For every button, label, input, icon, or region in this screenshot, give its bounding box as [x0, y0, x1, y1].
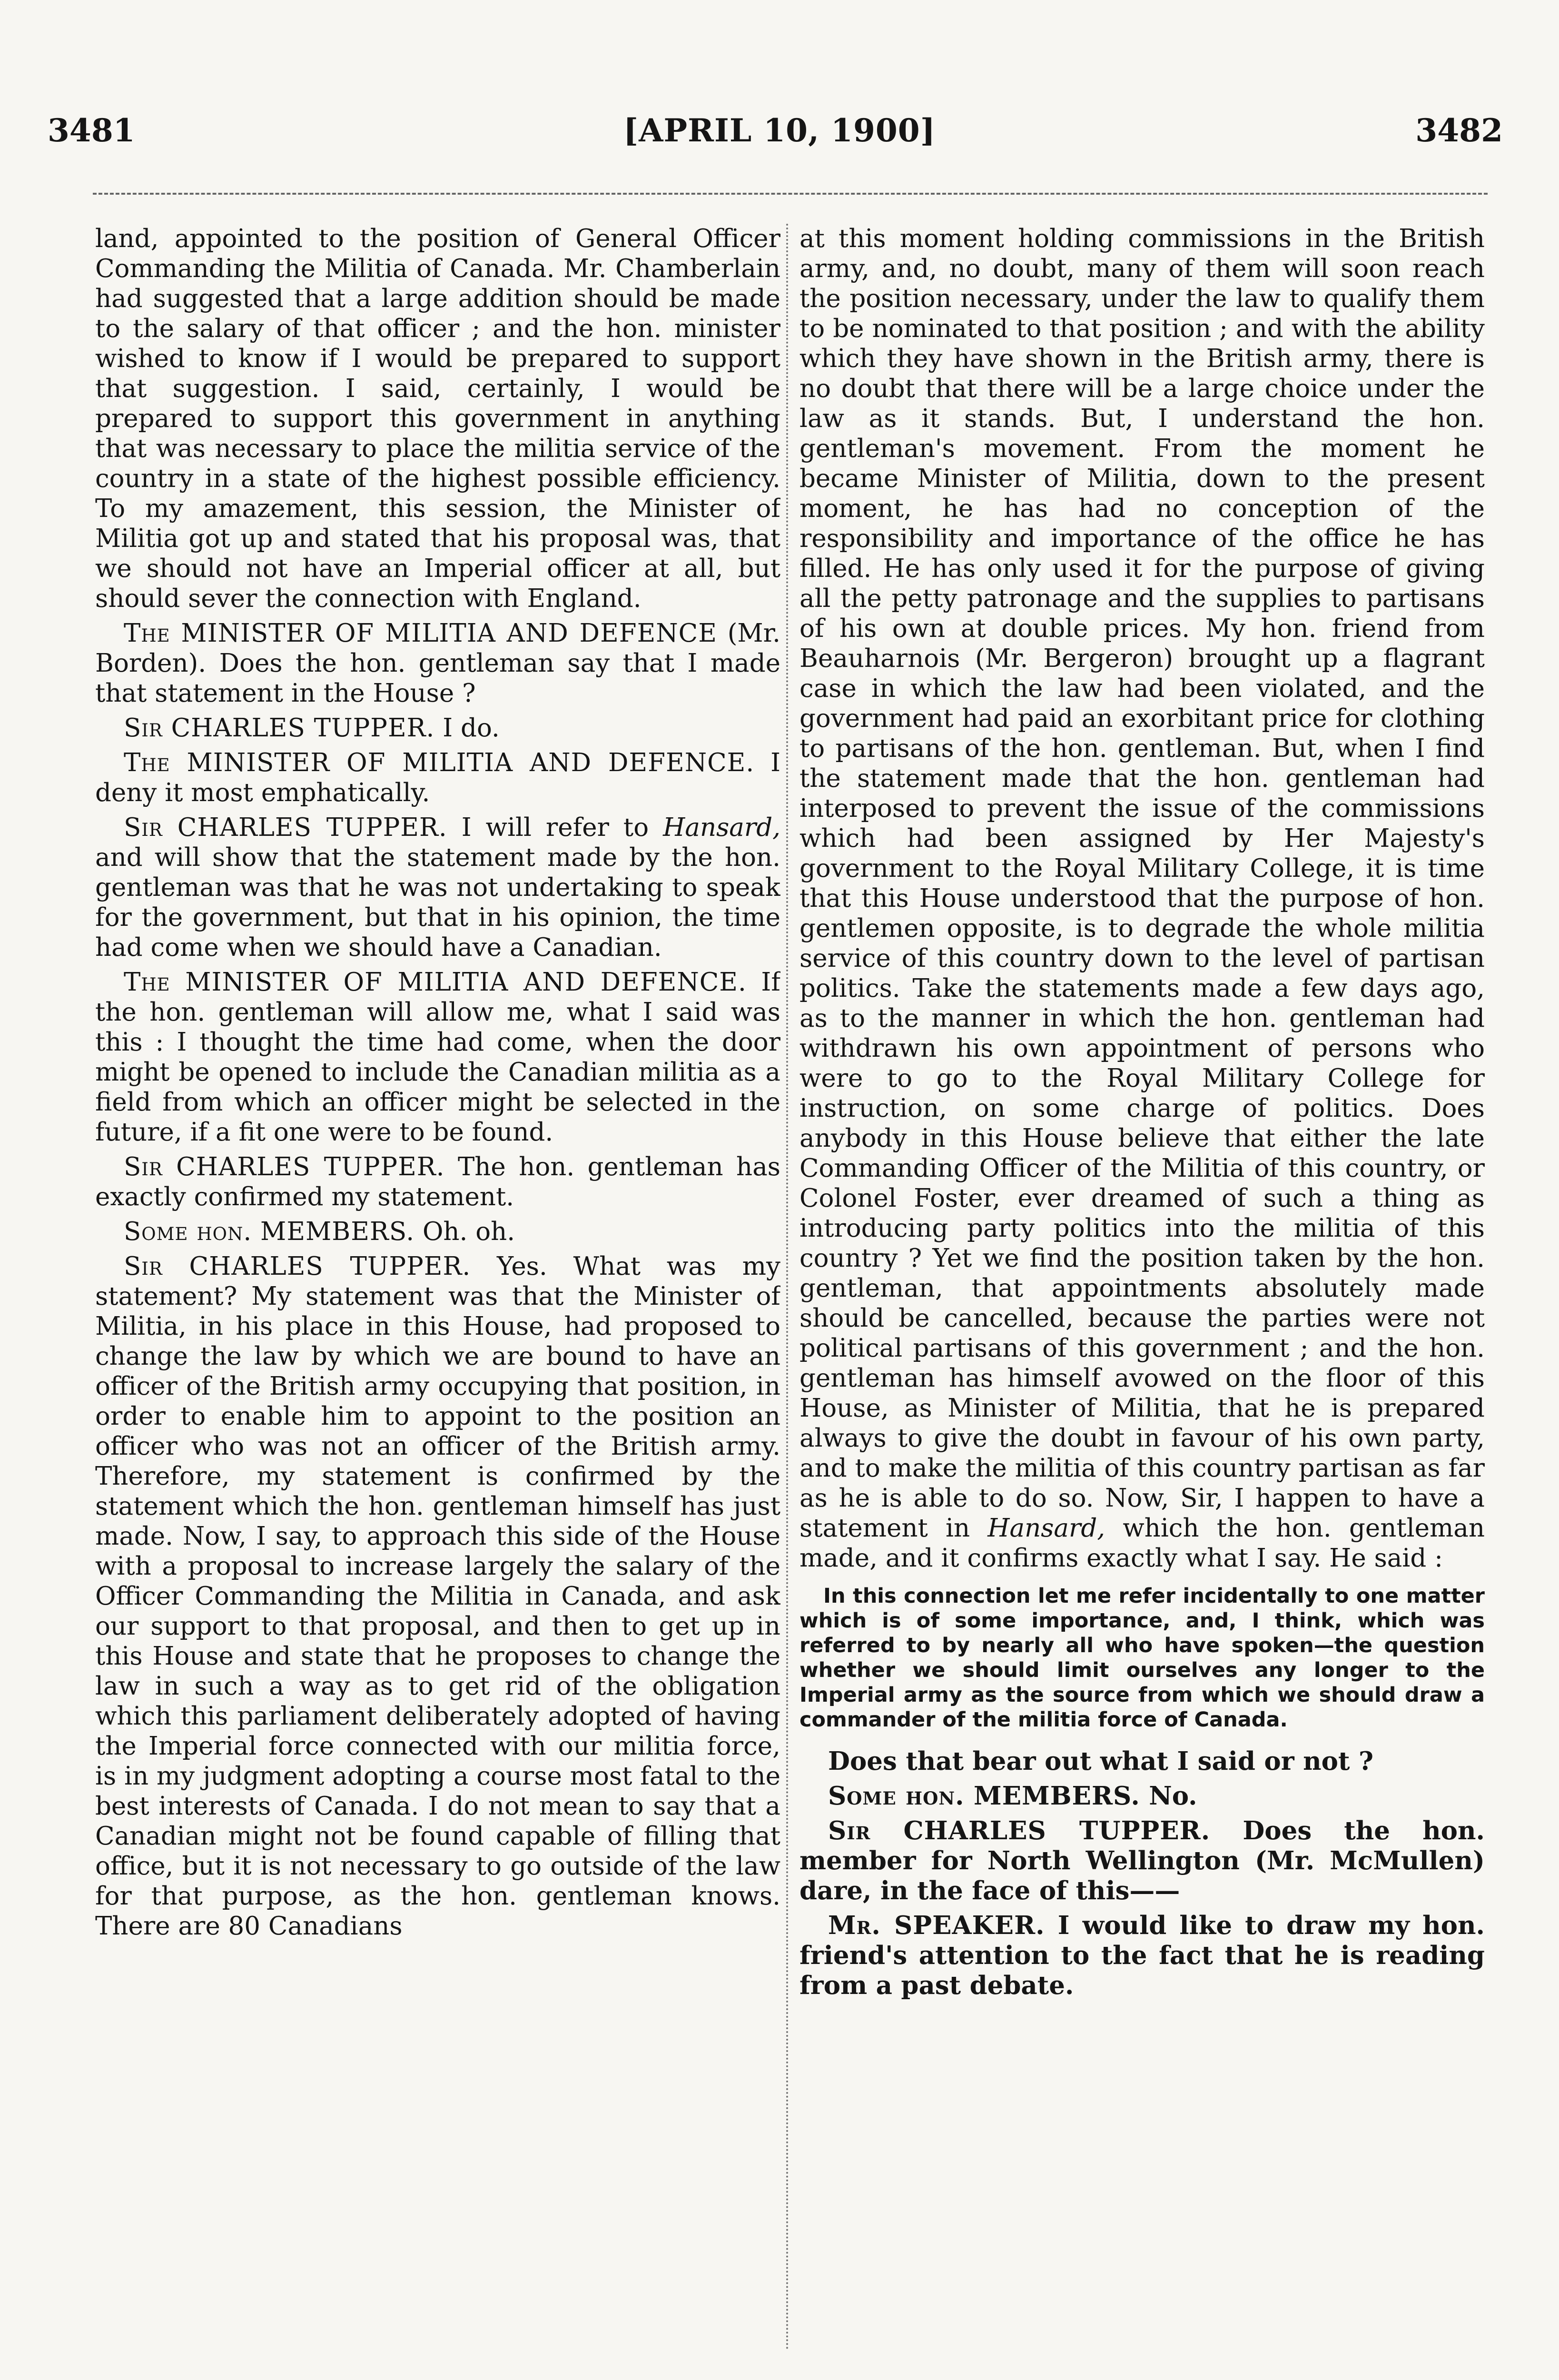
speaker-name: Some hon. MEMBERS. — [124, 1217, 415, 1246]
paragraph — [95, 748, 780, 808]
paragraph — [95, 813, 780, 962]
paragraph-text: land, appointed to the position of General Officer Commanding the Militia of Canada. Mr. Chamberlain had suggested that a large addition should be made to the salary of that officer ; and the hon. minister wished to know if I would be prepared to support that suggestion. I said, certainly, I would be prepared to support this government in anything that was necessary to place the militia service of the country in a state of the highest possible efficiency. To my amazement, this session, the Minister of Militia got up and stated that his proposal was, that we should not have an Imperial officer at all, but should sever the connection with England. — [95, 224, 780, 613]
paragraph — [95, 713, 780, 743]
speaker-name: Some hon. MEMBERS. — [828, 1781, 1140, 1811]
paragraph-text: at this moment holding commissions in the British army, and, no doubt, many of them will soon reach the position necessary, under the law to qualify them to be nominated to that position ; and with the ability which they have shown in the British army, there is no doubt that there will be a large choice under the law as it stands. But, I understand the hon. gentleman's movement. From the moment he became Minister of Militia, down to the present moment, he has had no conception of the responsibility and importance of the office he has filled. He has only used it for the purpose of giving all the petty patronage and the supplies to partisans of his own at double prices. My hon. friend from Beauharnois (Mr. Bergeron) brought up a flagrant case in which the law had been violated, and the government had paid an exorbitant price for clothing to partisans of the hon. gentleman. But, when I find the statement made that the hon. gentleman had interposed to prevent the issue of the commissions which had been assigned by Her Majesty's government to the Royal Military College, it is time that this House understood that the purpose of hon. gentlemen opposite, is to degrade the whole militia service of this country down to the level of partisan politics. Take the statements made a few days ago, as to the manner in which the hon. gentleman had withdrawn his own appointment of persons who were to go to the Royal Military College for instruction, on some charge of politics. Does anybody in this House believe that either the late Commanding Officer of the Militia of this country, or Colonel Foster, ever dreamed of such a thing as introducing party politics into the militia of this country ? Yet we find the position taken by the hon. gentleman, that appointments absolutely made should be cancelled, because the parties were not political partisans of this government ; and the hon. gentleman has himself avowed on the floor of this House, as Minister of Militia, that he is prepared always to give the doubt in favour of his own party, and to make the militia of this country partisan as far as he is able to do so. Now, Sir, I happen to have a statement in — [799, 224, 1485, 1543]
paragraph — [799, 1781, 1485, 1811]
paragraph-text: and will show that the statement made by the hon. gentleman was that he was not undertaking to speak for the government, but that in his opinion, the time had come when we should have a Canadian. — [95, 843, 780, 962]
left-page-number: 3481 — [48, 112, 135, 149]
paragraph-text: Yes. What was my statement? My statement was that the Minister of Militia, in his place in this House, had proposed to change the law by which we are bound to have an officer of the British army occupying that position, in order to enable him to appoint to the position an officer who was not an officer of the British army. Therefore, my statement is confirmed by the statement which the hon. gentleman himself has just made. Now, I say, to approach this side of the House with a proposal to increase largely the salary of the Officer Commanding the Militia in Canada, and ask our support to that proposal, and then to get up in this House and state that he proposes to change the law in such a way as to get rid of the obligation which this parliament deliberately adopted of having the Imperial force connected with our militia force, is in my judgment adopting a course most fatal to the best interests of Canada. I do not mean to say that a Canadian might not be found capable of filling that office, but it is not necessary to go outside of the law for that purpose, as the hon. gentleman knows. There are 80 Canadians — [95, 1252, 780, 1941]
speaker-name: Sir CHARLES TUPPER. — [124, 1252, 471, 1281]
paragraph-text: Does the hon. member for North Wellington (Mr. McMullen) dare, in the face of this—— — [799, 1816, 1485, 1905]
hansard-reference: Hansard, — [987, 1514, 1105, 1543]
speaker-name: The MINISTER OF MILITIA AND DEFENCE — [124, 619, 717, 648]
paragraph — [95, 224, 780, 614]
paragraph — [95, 618, 780, 708]
speaker-name: The MINISTER OF MILITIA AND DEFENCE. — [124, 748, 755, 777]
block-quote: In this connection let me refer incidentally to one matter which is of some importance, and, I think, which was referred to by nearly all who have spoken—the question whether we should limit ourselves any longer to the Imperial army as the source from which we should draw a commander of the militia force of Canada. — [799, 1584, 1485, 1732]
header-rule — [93, 193, 1488, 195]
hansard-reference: Hansard, — [663, 813, 780, 842]
paragraph — [799, 224, 1485, 1573]
paragraph-text: Oh. oh. — [422, 1217, 515, 1246]
page-date: [APRIL 10, 1900] — [623, 112, 936, 149]
speaker-name: Sir CHARLES TUPPER. — [124, 813, 447, 842]
page-header — [0, 0, 1559, 200]
speaker-name: The MINISTER OF MILITIA AND DEFENCE. — [124, 968, 747, 997]
left-column — [95, 224, 780, 2375]
speaker-name: Sir CHARLES TUPPER. — [124, 714, 435, 743]
paragraph-text: No. — [1149, 1781, 1197, 1811]
paragraph — [95, 967, 780, 1147]
paragraph-text: Does that bear out what I said or not ? — [828, 1746, 1374, 1776]
paragraph-text: (Mr. Borden). Does the hon. gentleman say that I made that statement in the House ? — [95, 619, 780, 708]
paragraph-text: If the hon. gentleman will allow me, what I said was this : I thought the time had come, when the door might be opened to include the Canadian militia as a field from which an officer might be selected in the future, if a fit one were to be found. — [95, 968, 780, 1147]
paragraph-text: The hon. gentleman has exactly confirmed my statement. — [95, 1152, 780, 1211]
paragraph-text: I will refer to — [461, 813, 649, 842]
paragraph — [799, 1911, 1485, 2001]
paragraph — [95, 1251, 780, 1941]
paragraph-text: I would like to draw my hon. friend's attention to the fact that he is reading from a past debate. — [799, 1911, 1485, 2000]
paragraph-text: which the hon. gentleman made, and it confirms exactly what I say. He said : — [799, 1514, 1485, 1573]
speaker-name: Sir CHARLES TUPPER. — [124, 1152, 445, 1181]
paragraph — [95, 1217, 780, 1247]
speaker-name: Mr. SPEAKER. — [828, 1911, 1045, 1940]
right-page-number: 3482 — [1415, 112, 1503, 149]
paragraph — [799, 1746, 1485, 1776]
right-column — [799, 224, 1485, 2375]
column-divider — [786, 224, 788, 2351]
speaker-name: Sir CHARLES TUPPER. — [828, 1816, 1211, 1845]
paragraph — [95, 1152, 780, 1212]
paragraph-text: I deny it most emphatically. — [95, 748, 780, 807]
paragraph-text: I do. — [443, 714, 500, 743]
paragraph — [799, 1816, 1485, 1906]
